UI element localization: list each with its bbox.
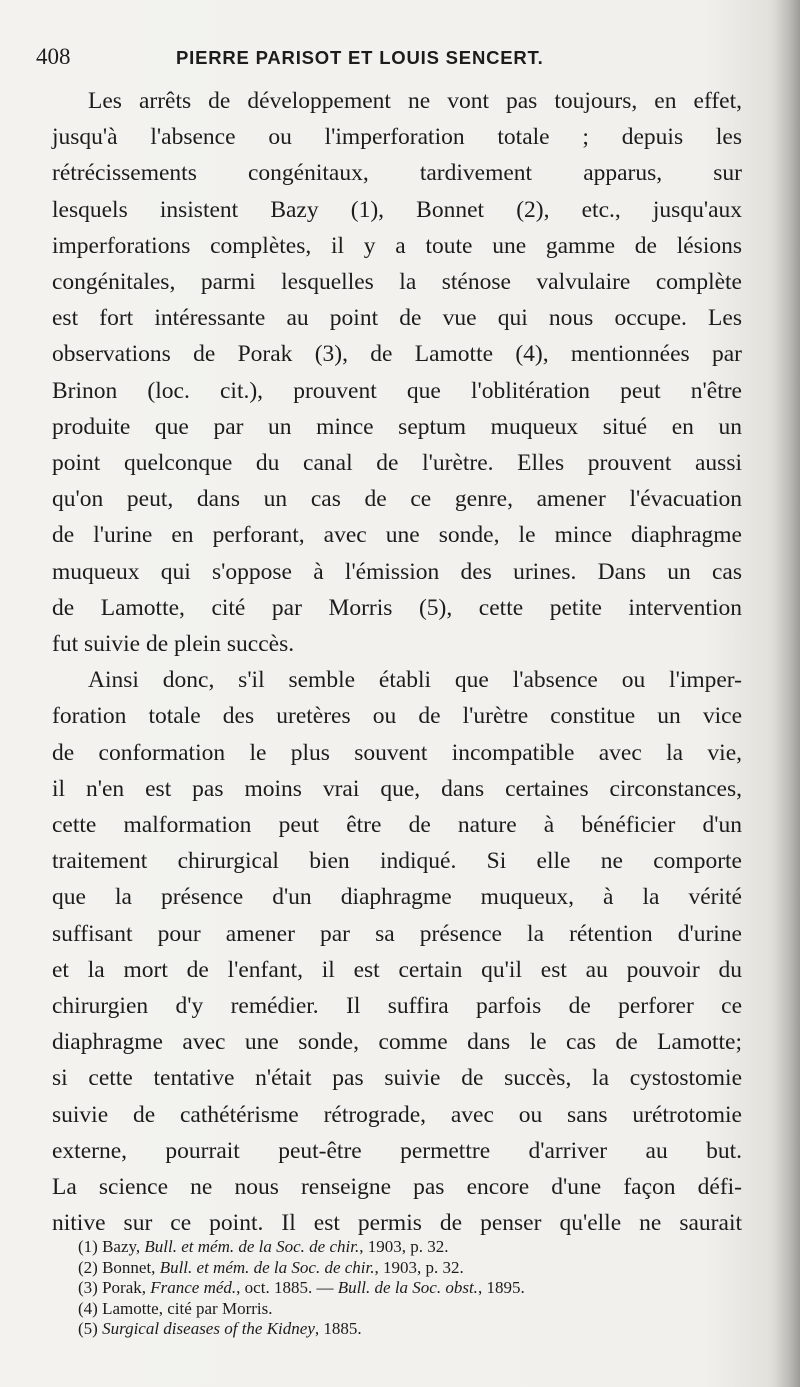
text-line: suivie de cathétérisme rétrograde, avec ou sans urétrotomie xyxy=(52,1101,742,1128)
footnote-author: Lamotte, cité par Morris. xyxy=(102,1298,273,1318)
text-line: et la mort de l'enfant, il est certain qu'il est au pouvoir du xyxy=(52,956,742,983)
footnote-source: France méd. xyxy=(150,1278,237,1297)
page-number: 408 xyxy=(36,44,71,69)
text-line: imperforations complètes, il y a toute une gamme de lésions xyxy=(52,232,742,259)
footnote-number: (2) xyxy=(78,1257,98,1277)
text-line: suffisant pour amener par sa présence la rétention d'urine xyxy=(52,920,742,947)
page-edge-shadow xyxy=(774,0,800,1387)
text-line: jusqu'à l'absence ou l'imperforation totale ; depuis les xyxy=(52,124,742,151)
footnote-detail: , 1885. xyxy=(314,1319,362,1338)
text-line: chirurgien d'y remédier. Il suffira parfois de perforer ce xyxy=(52,993,742,1020)
text-line: de l'urine en perforant, avec une sonde, le mince diaphragme xyxy=(52,522,742,549)
footnote-number: (4) xyxy=(78,1298,98,1318)
footnote-detail: , oct. 1885. — xyxy=(236,1278,338,1297)
footnote-source: Bull. et mém. de la Soc. de chir. xyxy=(159,1257,375,1277)
footnote-1 xyxy=(78,1237,718,1258)
text-line: cette malformation peut être de nature à bénéficier d'un xyxy=(52,812,742,839)
text-line: qu'on peut, dans un cas de ce genre, amener l'évacuation xyxy=(52,486,742,513)
running-head: PIERRE PARISOT ET LOUIS SENCERT. xyxy=(176,47,544,68)
footnote-detail: , 1903, p. 32. xyxy=(374,1257,464,1277)
text-line: congénitales, parmi lesquelles la sténose valvulaire complète xyxy=(52,269,742,296)
footnote-author: Bonnet, xyxy=(102,1257,160,1277)
text-line: que la présence d'un diaphragme muqueux, à la vérité xyxy=(52,884,742,911)
footnote-2 xyxy=(78,1258,718,1279)
text-line: traitement chirurgical bien indiqué. Si elle ne comporte xyxy=(52,848,742,875)
body-text xyxy=(52,83,742,1242)
footnote-number: (5) xyxy=(78,1319,98,1338)
text-line: foration totale des uretères ou de l'urètre constitue un vice xyxy=(52,703,742,730)
text-line: fut suivie de plein succès. xyxy=(52,631,295,658)
footnote-source-2: Bull. de la Soc. obst. xyxy=(337,1278,478,1297)
page-header xyxy=(36,42,616,76)
footnotes xyxy=(78,1237,718,1340)
text-line: il n'en est pas moins vrai que, dans certaines circonstances, xyxy=(52,775,742,802)
footnote-source: Surgical diseases of the Kidney xyxy=(102,1319,315,1338)
text-line: Les arrêts de développement ne vont pas toujours, en effet, xyxy=(88,88,742,114)
footnote-4 xyxy=(78,1299,718,1320)
text-line: externe, pourrait peut-être permettre d'arriver au but. xyxy=(52,1137,742,1164)
text-line: nitive sur ce point. Il est permis de penser qu'elle ne saurait xyxy=(52,1210,742,1237)
text-line: est fort intéressante au point de vue qui nous occupe. Les xyxy=(52,305,742,332)
footnote-5 xyxy=(78,1319,718,1340)
text-line: diaphragme avec une sonde, comme dans le cas de Lamotte; xyxy=(52,1029,742,1056)
footnote-number: (1) xyxy=(78,1237,98,1256)
text-line: Ainsi donc, s'il semble établi que l'absence ou l'imper- xyxy=(88,667,742,694)
text-line: muqueux qui s'oppose à l'émission des urines. Dans un cas xyxy=(52,558,742,585)
footnote-number: (3) xyxy=(78,1278,98,1297)
footnote-author: Porak, xyxy=(102,1278,151,1297)
paragraph-1 xyxy=(52,83,742,662)
text-line: de conformation le plus souvent incompatible avec la vie, xyxy=(52,739,742,766)
text-line: point quelconque du canal de l'urètre. Elles prouvent aussi xyxy=(52,450,742,477)
text-line: produite que par un mince septum muqueux situé en un xyxy=(52,413,742,440)
text-line: de Lamotte, cité par Morris (5), cette petite intervention xyxy=(52,594,742,621)
text-line: lesquels insistent Bazy (1), Bonnet (2), etc., jusqu'aux xyxy=(52,196,742,223)
footnote-author: Bazy, xyxy=(102,1237,145,1256)
footnote-3 xyxy=(78,1278,718,1299)
text-line: si cette tentative n'était pas suivie de succès, la cystostomie xyxy=(52,1065,742,1092)
text-line: observations de Porak (3), de Lamotte (4), mentionnées par xyxy=(52,341,742,368)
text-line: La science ne nous renseigne pas encore d'une façon défi- xyxy=(52,1174,742,1201)
footnote-source: Bull. et mém. de la Soc. de chir. xyxy=(144,1237,360,1256)
footnote-detail: , 1903, p. 32. xyxy=(359,1237,449,1256)
text-line: Brinon (loc. cit.), prouvent que l'oblitération peut n'être xyxy=(52,377,742,404)
footnote-detail-2: , 1895. xyxy=(477,1278,525,1297)
paragraph-2 xyxy=(52,662,742,1241)
text-line: rétrécissements congénitaux, tardivement apparus, sur xyxy=(52,160,742,187)
